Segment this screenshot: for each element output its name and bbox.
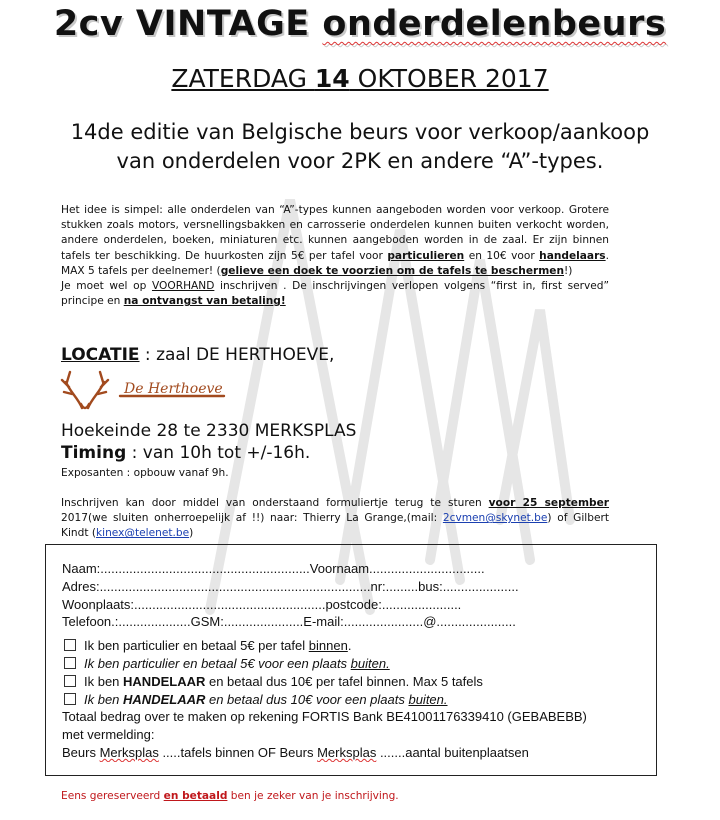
total-amount-text: Totaal bedrag over te maken op rekening FORTIS Bank BE41001176339410 (GEBABEBB) bbox=[62, 709, 587, 725]
email-link-kinex[interactable]: kinex@telenet.be bbox=[95, 527, 190, 540]
svg-text:De Herthoeve: De Herthoeve bbox=[124, 381, 223, 397]
naam-field[interactable]: Naam:..........................................................Voornaam................................ bbox=[62, 561, 485, 576]
herthoeve-logo bbox=[60, 368, 230, 414]
email-link-2cvmen[interactable]: 2cvmen@skynet.be bbox=[442, 512, 548, 525]
telefoon-field[interactable]: Telefoon.:....................GSM:......................E-mail:......................@...................... bbox=[62, 614, 516, 630]
registration-form bbox=[62, 560, 652, 762]
page-title: 2cv VINTAGE onderdelenbeurs bbox=[53, 4, 667, 44]
adres-field[interactable]: Adres:...........................................................................nr:.........bus:..................... bbox=[62, 578, 519, 594]
intro-text: 14de editie van Belgische beurs voor verkoop/aankoop van onderdelen voor 2PK en andere “A”-types. bbox=[70, 120, 650, 173]
option-handelaar-buiten[interactable]: Ik ben HANDELAAR en betaal dus 10€ voor een plaats buiten. bbox=[62, 691, 652, 709]
checkbox[interactable] bbox=[64, 639, 76, 651]
beurs-mention-line[interactable]: Beurs Merksplas .....tafels binnen OF Beurs Merksplas .......aantal buitenplaatsen bbox=[62, 744, 529, 760]
woonplaats-field[interactable]: Woonplaats:.....................................................postcode:...................... bbox=[62, 596, 462, 612]
event-date: ZATERDAG 14 OKTOBER 2017 bbox=[171, 64, 549, 93]
registration-paragraph: Inschrijven kan door middel van onderstaand formuliertje terug te sturen voor 25 september 2017(we sluiten onherroepelijk af !!) naar: Thierry La Grange,(mail: 2cvmen@skynet.be) of Gilbert Kindt (kinex@telenet.be) bbox=[61, 497, 609, 540]
exposanten-setup: Exposanten : opbouw vanaf 9h. bbox=[61, 467, 229, 479]
checkbox[interactable] bbox=[64, 657, 76, 669]
description-paragraph: Het idee is simpel: alle onderdelen van “A”-types kunnen aangeboden worden voor verkoop. Grotere stukken zoals motors, versnellingsbakken en carrosserie onderdelen kunnen buiten verkocht worden, andere onderdelen, boeken, miniaturen etc. kunnen aangeboden worden in de zaal. Er zijn binnen tafels ter beschikking. De huurkosten zijn 5€ per tafel voor particulieren en 10€ voor handelaars. MAX 5 tafels per deelnemer! (gelieve een doek te voorzien om de tafels te beschermen!) Je moet wel op VOORHAND inschrijven . De inschrijvingen verlopen volgens “first in, first served” principe en na ontvangst van betaling! bbox=[61, 204, 609, 308]
option-handelaar-binnen[interactable]: Ik ben HANDELAAR en betaal dus 10€ per tafel binnen. Max 5 tafels bbox=[62, 673, 652, 691]
option-particulier-binnen[interactable]: Ik ben particulier en betaal 5€ per tafel binnen. bbox=[62, 637, 652, 655]
location-heading: LOCATIE : zaal DE HERTHOEVE, bbox=[61, 345, 335, 365]
checkbox[interactable] bbox=[64, 675, 76, 687]
checkbox[interactable] bbox=[64, 693, 76, 705]
option-particulier-buiten[interactable]: Ik ben particulier en betaal 5€ voor een plaats buiten. bbox=[62, 655, 652, 673]
footer-note: Eens gereserveerd en betaald ben je zeker van je inschrijving. bbox=[61, 790, 399, 802]
venue-address: Hoekeinde 28 te 2330 MERKSPLAS bbox=[61, 421, 357, 441]
timing: Timing : van 10h tot +/-16h. bbox=[61, 443, 311, 463]
mention-text: met vermelding: bbox=[62, 727, 155, 743]
deer-antlers-icon bbox=[60, 368, 230, 414]
